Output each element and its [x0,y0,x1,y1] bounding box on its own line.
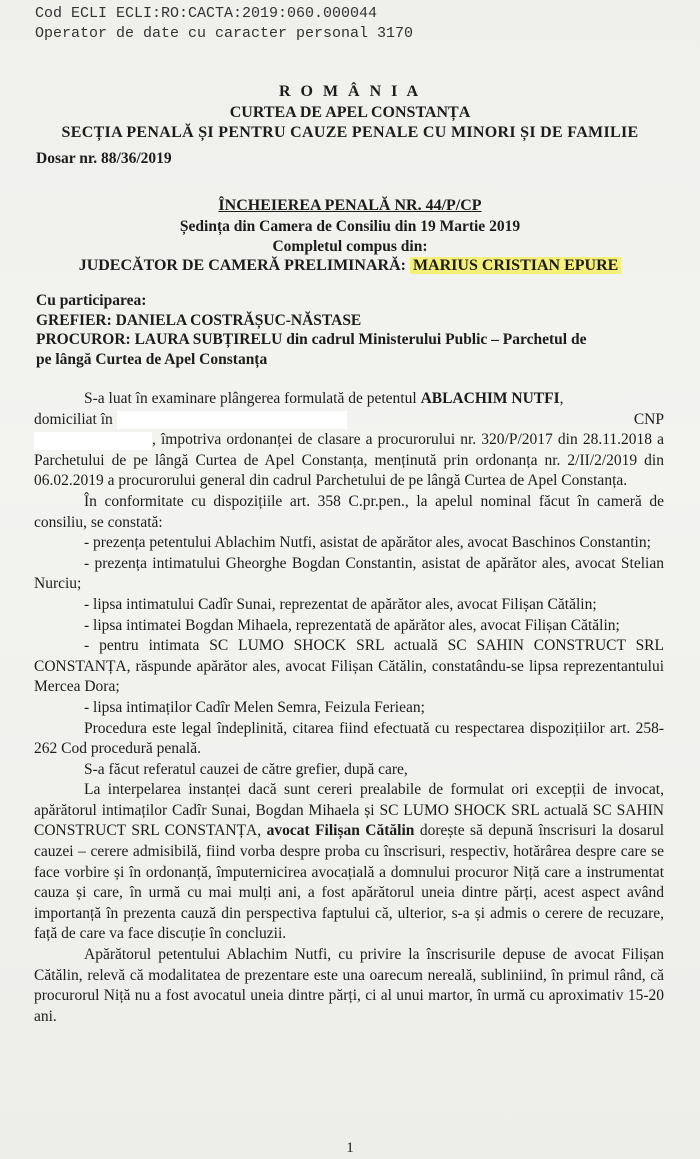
country-title: R O M Â N I A [278,83,422,100]
item-1: - prezența petentului Ablachim Nutfi, asistat de apărător ales, avocat Baschinos Constantin; [84,534,651,552]
participation-label: Cu participarea: [36,292,147,309]
redacted-cnp [34,432,152,450]
case-number: Dosar nr. 88/36/2019 [36,150,172,167]
lawyer-name: avocat Filișan Cătălin [266,822,415,840]
panel-line: Completul compus din: [272,238,428,255]
prosecutor-name: LAURA SUBȚIRELU [134,331,283,348]
judge-name: MARIUS CRISTIAN EPURE [410,257,621,274]
clerk-line: GREFIER: DANIELA COSTRĂȘUC-NĂSTASE [36,312,362,329]
item-5: - pentru intimata SC LUMO SHOCK SRL actuală SC SAHIN CONSTRUCT SRL CONSTANȚA, răspunde apărător ales, avocat Filișan Cătălin, constatându-se lipsa reprezentantului Mercea Dora; [34,637,664,696]
para-report: S-a făcut referatul cauzei de către grefier, după care, [84,760,408,778]
ecli-header [35,4,413,44]
item-6: - lipsa intimaților Cadîr Melen Semra, Feizula Feriean; [84,698,425,716]
redacted-address [117,411,347,429]
petitioner-name: ABLACHIM NUTFI [420,390,560,407]
para-petitioner-lawyer: Apărătorul petentului Ablachim Nutfi, cu privire la înscrisurile depuse de avocat Filișan Cătălin, relevă că modalitatea de prezentare este una oarecum nereală, subliniind, în primul rând, că procurorul Niță nu a fost avocatul uneia dintre părți, ci al unui martor, în urmă cu aproximativ 15-20 ani. [34,946,664,1025]
prosecutor-office-2: pe lângă Curtea de Apel Constanța [36,351,268,368]
prosecutor-office-1: din cadrul Ministerului Public – Parchetul de [286,331,587,348]
body-text: S-a luat în examinare plângerea formulată de petentul ABLACHIM NUTFI, domiciliat în CNP , împotriva ordonanței de clasare a procurorului nr. 320/P/2017 din 28.11.2018 a Parchetului de pe lângă Curtea de Apel Constanța, menținută prin ordonanța nr. 2/II/2/2019 din 06.02.2019 a procurorului general din cadrul Parchetului de pe lângă Curtea de Apel Constanța. În conformitate cu dispozițiile art. 358 C.pr.pen., la apelul nominal făcut în cameră de consiliu, se constată: - prezența petentului Ablachim Nutfi, asistat de apărător ales, avocat Baschinos Constantin; - prezența intimatului Gheorghe Bogdan Constantin, asistat de apărător ales, avocat Stelian Nurciu; - lipsa intimatului Cadîr Sunai, reprezentat de apărător ales, avocat Filișan Cătălin; - lipsa intimatei Bogdan Mihaela, reprezentată de apărător ales, avocat Filișan Cătălin; - pentru intimata SC LUMO SHOCK SRL actuală SC SAHIN CONSTRUCT SRL CONSTANȚA, răspunde apărător ales, avocat Filișan Cătălin, constatându-se lipsa reprezentantului Mercea Dora; - lipsa intimaților Cadîr Melen Semra, Feizula Feriean; Procedura este legal îndeplinită, citarea fiind efectuată cu respectarea dispozițiilor art. 258-262 Cod procedură penală. S-a făcut referatul cauzei de către grefier, după care, La interpelarea instanței dacă sunt cereri prealabile de formulat ori excepții de invocat, apărătorul intimaților Cadîr Sunai, Bogdan Mihaela și SC LUMO SHOCK SRL actuală SC SAHIN CONSTRUCT SRL CONSTANȚA, avocat Filișan Cătălin dorește să depună înscrisuri la dosarul cauzei – cerere admisibilă, fiind vorba despre proba cu înscrisuri, respectiv, hotărârea despre care se face vorbire și în ordonanță, împuternicirea avocațială a domnului procuror Niță care a instrumentat cauza și care, în urmă cu mai mulți ani, a fost apărătorul uneia dintre părți, acest aspect având importanță în prezenta cauză din perspectiva faptului că, ulterior, s-a și admis o cerere de recuzare, față de care va face discuție în concluzii. Apărătorul petentului Ablachim Nutfi, cu privire la înscrisurile depuse de avocat Filișan Cătălin, relevă că modalitatea de prezentare este una oarecum nereală, subliniind, în primul rând, că procurorul Niță nu a fost avocatul uneia dintre părți, ci al unui martor, în urmă cu aproximativ 15-20 ani. [34,389,664,1027]
item-2: - prezența intimatului Gheorghe Bogdan Constantin, asistat de apărător ales, avocat Stelian Nurciu; [34,554,664,593]
item-4: - lipsa intimatei Bogdan Mihaela, reprezentată de apărător ales, avocat Filișan Cătălin; [84,616,620,634]
conclusion-title: ÎNCHEIEREA PENALĂ NR. 44/P/CP [218,197,482,214]
section-name: SECȚIA PENALĂ ȘI PENTRU CAUZE PENALE CU MINORI ȘI DE FAMILIE [61,124,639,141]
judge-line [0,257,700,275]
court-name: CURTEA DE APEL CONSTANȚA [229,104,471,121]
prosecutor-line [36,331,586,349]
para-procedure: Procedura este legal îndeplinită, citarea fiind efectuată cu respectarea dispozițiilor art. 258-262 Cod procedură penală. [34,719,664,758]
data-operator: Operator de date cu caracter personal 3170 [35,25,414,42]
para-2: În conformitate cu dispozițiile art. 358 C.pr.pen., la apelul nominal făcut în cameră de consiliu, se constată: [34,492,664,531]
item-3: - lipsa intimatului Cadîr Sunai, reprezentat de apărător ales, avocat Filișan Cătălin; [84,595,597,613]
judge-label: JUDECĂTOR DE CAMERĂ PRELIMINARĂ: [78,257,406,274]
page-number: 1 [346,1140,354,1156]
ecli-code: Cod ECLI ECLI:RO:CACTA:2019:060.000044 [35,5,378,22]
session-line: Ședința din Camera de Consiliu din 19 Martie 2019 [179,218,521,235]
prosecutor-label: PROCUROR: [36,331,131,348]
